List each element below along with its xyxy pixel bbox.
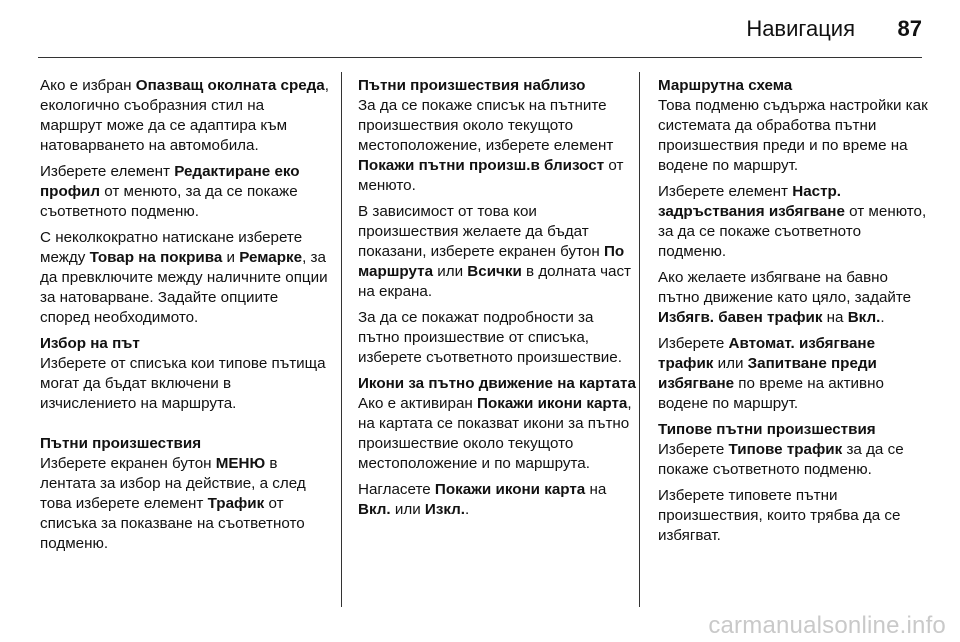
heading-map-icons: Икони за пътно движение на картата: [358, 375, 636, 392]
paragraph-route-scheme: Това подменю съдържа настройки как системата да обработва пътни произшествия преди и по време на водене по маршрут.: [658, 97, 928, 174]
paragraph-eco-profile: Изберете елемент Редактиране еко профил от менюто, за да се покаже съответното подменю.: [40, 163, 300, 220]
paragraph-nearby-incidents: За да се покаже списък на пътните произшествия около текущото местоположение, изберете елемент Покажи пътни произш.в близост от менюто.: [358, 97, 624, 194]
paragraph-road-selection: Изберете от списъка кои типове пътища могат да бъдат включени в изчислението на маршрута.: [40, 355, 326, 412]
column-divider-1: [341, 72, 342, 607]
column-2: [358, 76, 638, 526]
heading-incident-types: Типове пътни произшествия: [658, 421, 876, 438]
paragraph-incident-types: Изберете Типове трафик за да се покаже съответното подменю.: [658, 441, 904, 478]
header-rule: [38, 57, 922, 58]
heading-road-selection: Избор на път: [40, 335, 140, 352]
paragraph-load-options: С неколкократно натискане изберете между Товар на покрива и Ремарке, за да превключите между наличните опции за натоварване. Задайте опциите според необходимото.: [40, 229, 328, 326]
watermark: carmanualsonline.info: [708, 612, 946, 639]
paragraph-auto-avoid: Изберете Автомат. избягване трафик или Запитване преди избягване по време на активно водене по маршрут.: [658, 335, 884, 412]
paragraph-map-icons-toggle: Нагласете Покажи икони карта на Вкл. или Изкл..: [358, 481, 607, 518]
page-title: Навигация: [746, 16, 855, 41]
paragraph-traffic-incidents: Изберете екранен бутон МЕНЮ в лентата за избор на действие, а след това изберете елемент Трафик от списъка за показване на съответното подменю.: [40, 455, 306, 552]
paragraph-incident-details: За да се покажат подробности за пътно произшествие от списъка, изберете съответното произшествие.: [358, 309, 622, 366]
heading-route-scheme: Маршрутна схема: [658, 77, 793, 94]
column-1: [40, 76, 330, 560]
paragraph-map-icons: Ако е активиран Покажи икони карта, на картата се показват икони за пътно произшествие около текущото местоположение и по маршрута.: [358, 395, 632, 472]
paragraph-incident-types-select: Изберете типовете пътни произшествия, които трябва да се избягват.: [658, 487, 901, 544]
paragraph-eco-route: Ако е избран Опазващ околната среда, екологично съобразния стил на маршрут може да се адаптира към натоварването на автомобила.: [40, 77, 329, 154]
page-header: [0, 0, 960, 62]
column-divider-2: [639, 72, 640, 607]
column-3: [658, 76, 928, 552]
paragraph-jam-avoidance: Изберете елемент Настр. задръствания избягване от менюто, за да се покаже съответното подменю.: [658, 183, 927, 260]
paragraph-slow-traffic: Ако желаете избягване на бавно пътно движение като цяло, задайте Избягв. бавен трафик на Вкл..: [658, 269, 912, 326]
heading-nearby-incidents: Пътни произшествия наблизо: [358, 77, 586, 94]
paragraph-incident-filter: В зависимост от това кои произшествия желаете да бъдат показани, изберете екранен бутон По маршрута или Всички в долната част на екрана.: [358, 203, 632, 300]
heading-traffic-incidents: Пътни произшествия: [40, 435, 202, 452]
page-number: 87: [897, 16, 922, 41]
